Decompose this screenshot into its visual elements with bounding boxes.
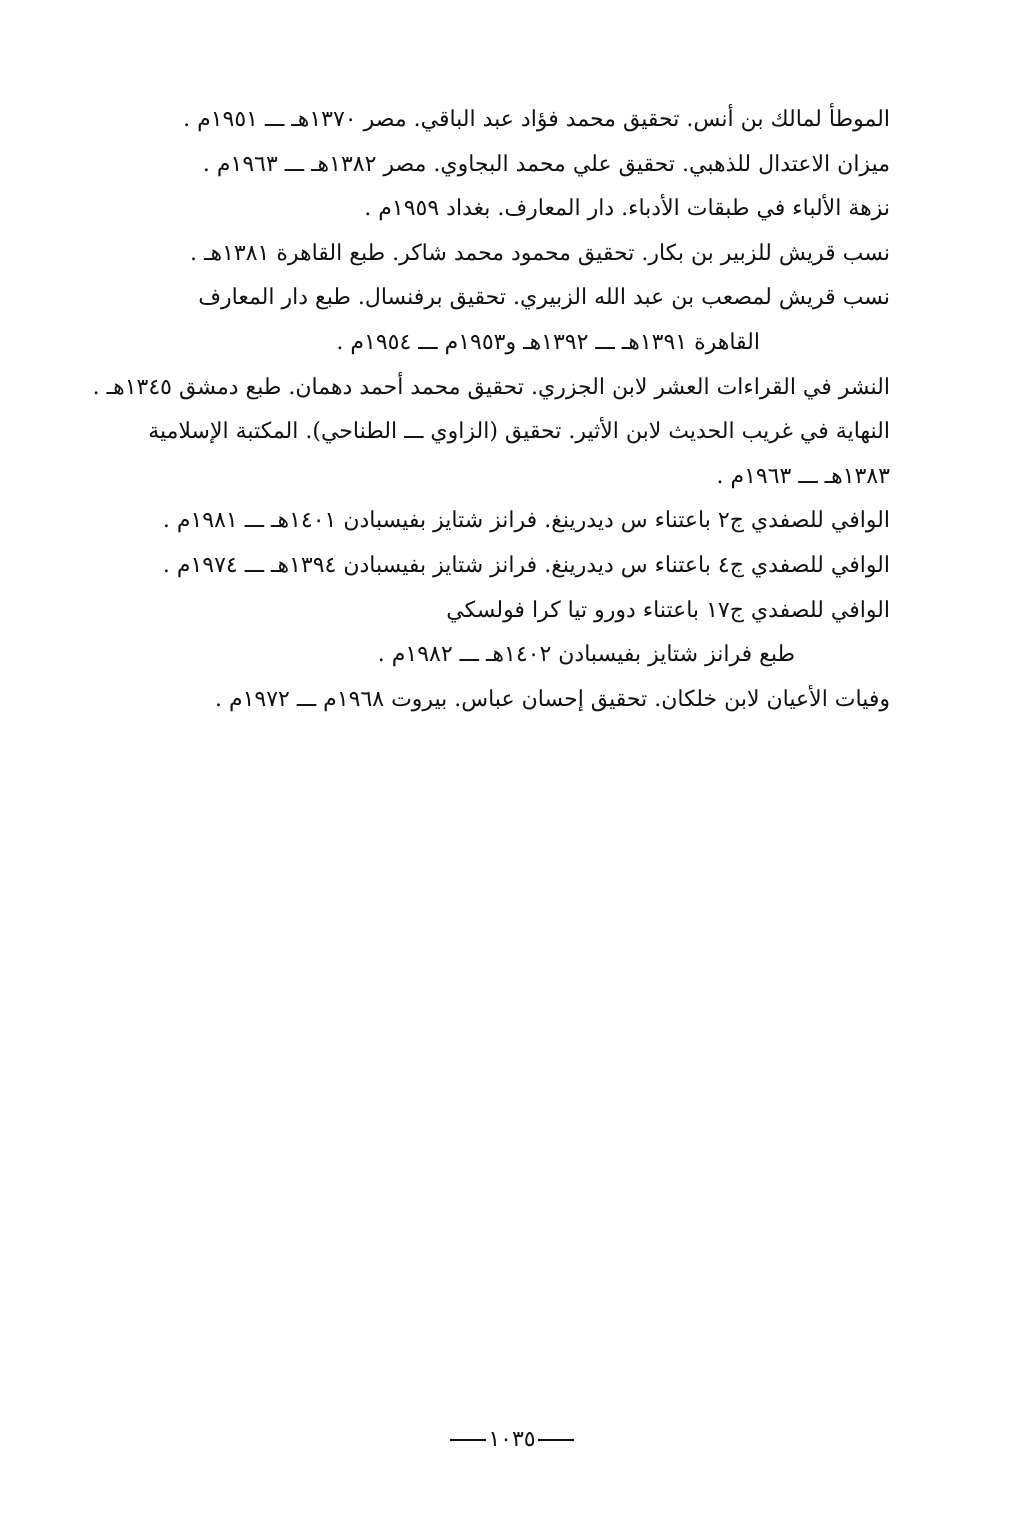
bibliography-entry: النشر في القراءات العشر لابن الجزري. تحقيق محمد أحمد دهمان. طبع دمشق ١٣٤٥هـ . xyxy=(92,374,890,400)
page-number-value: ١٠٣٥ xyxy=(488,1427,536,1452)
bibliography-entry-continuation: ١٣٨٣هـ ـــ ١٩٦٣م . xyxy=(716,463,890,489)
bibliography-entry: الوافي للصفدي ج١٧ باعتناء دورو تيا كرا فولسكي xyxy=(446,597,890,623)
bibliography-entry-continuation: طبع فرانز شتايز بفيسبادن ١٤٠٢هـ ـــ ١٩٨٢م . xyxy=(377,642,795,668)
bibliography-entry-continuation: القاهرة ١٣٩١هـ ـــ ١٣٩٢هـ و١٩٥٣م ـــ ١٩٥٤م . xyxy=(336,329,760,355)
bibliography-list xyxy=(80,98,890,722)
bibliography-entry: نزهة الألباء في طبقات الأدباء. دار المعارف. بغداد ١٩٥٩م . xyxy=(364,196,890,222)
bibliography-entry: نسب قريش للزبير بن بكار. تحقيق محمود محمد شاكر. طبع القاهرة ١٣٨١هـ . xyxy=(190,240,890,266)
page-number xyxy=(0,1420,1024,1460)
bibliography-entry: وفيات الأعيان لابن خلكان. تحقيق إحسان عباس. بيروت ١٩٦٨م ـــ ١٩٧٢م . xyxy=(214,686,890,712)
page-number-dash-left xyxy=(450,1439,486,1441)
bibliography-entry: نسب قريش لمصعب بن عبد الله الزبيري. تحقيق برفنسال. طبع دار المعارف xyxy=(198,285,890,311)
bibliography-entry: النهاية في غريب الحديث لابن الأثير. تحقيق (الزاوي ـــ الطناحي). المكتبة الإسلامية xyxy=(148,419,890,445)
bibliography-entry: الوافي للصفدي ج٤ باعتناء س ديدرينغ. فرانز شتايز بفيسبادن ١٣٩٤هـ ـــ ١٩٧٤م . xyxy=(162,552,890,578)
bibliography-entry: الوافي للصفدي ج٢ باعتناء س ديدرينغ. فرانز شتايز بفيسبادن ١٤٠١هـ ـــ ١٩٨١م . xyxy=(162,508,890,534)
page-number-dash-right xyxy=(538,1439,574,1441)
bibliography-entry: ميزان الاعتدال للذهبي. تحقيق علي محمد البجاوي. مصر ١٣٨٢هـ ـــ ١٩٦٣م . xyxy=(202,151,890,177)
bibliography-entry: الموطأ لمالك بن أنس. تحقيق محمد فؤاد عبد الباقي. مصر ١٣٧٠هـ ـــ ١٩٥١م . xyxy=(183,107,890,132)
